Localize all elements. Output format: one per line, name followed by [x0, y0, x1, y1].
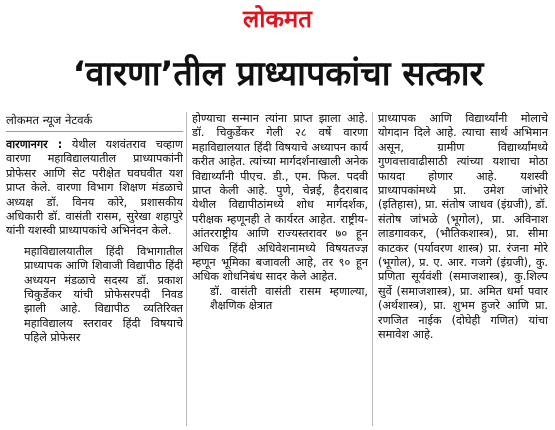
column-divider-2: [372, 112, 373, 426]
column-3-paragraph-1: प्राध्यापक आणि विद्यार्थ्यांनी मोलाचे योगदान दिले आहे. त्याचा सार्थ अभिमान असून, ग्रामीण विद्यार्थ्यांमध्ये गुणवत्तावाढीसाठी त्यांच्या यशाचा मोठा फायदा होणार आहे. यशस्वी प्राध्यापकांमध्ये प्रा. उमेश जांभोरे (इतिहास), प्रा. संतोष जाधव (इंग्रजी), डॉ. संतोष जांभळे (भूगोल), प्रा. अविनाश लाडगावकर, (भौतिकशास्त्र), प्रा. सीमा काटकर (पर्यावरण शास्त्र) प्रा. रंजना मोरे (भूगोल), प्र. ए. आर. गजगे (इंग्रजी), कु. प्रणिता सूर्यवंशी (समाजशास्त्र), कु.शिल्प सुर्वे (समाजशास्त्र), प्रा. अमित धर्मा पवार (अर्थशास्त्र), प्रा. शुभम हुजरे आणि प्रा. रणजित नाईक (दोघेही गणित) यांचा समावेश आहे.: [378, 112, 548, 342]
column-1-paragraph-1-text: येथील यशवंतराव चव्हाण वारणा महाविद्यालयातील प्राध्यापकांनी प्रोफेसर आणि सेट परीक्षेत घवघवीत यश प्राप्त केले. वारणा विभाग शिक्षण मंडळाचे अध्यक्ष डॉ. विनय कोरे, प्रशासकीय अधिकारी डॉ. वासंती रासम, सुरेखा शहापुरे यांनी यशस्वी प्राध्यापकांचे अभिनंदन केले.: [6, 138, 183, 238]
article-column-3: [378, 112, 548, 428]
lokmat-logo: लोकमत: [243, 5, 312, 33]
article-byline: लोकमत न्यूज नेटवर्क: [6, 112, 183, 132]
article-dateline: वारणानगर :: [6, 138, 63, 151]
article-column-2: [192, 112, 368, 428]
column-2-paragraph-1: होण्याचा सन्मान त्यांना प्राप्त झाला आहे. डॉ. चिकुर्डेकर गेली २८ वर्षे वारणा महाविद्यालयात हिंदी विषयाचे अध्यापन कार्य करीत आहेत. त्यांच्या मार्गदर्शनाखाली अनेक विद्यार्थ्यांनी पीएच. डी., एम. फिल. पदवी प्राप्त केली आहे. पुणे, चेन्नई, हैदराबाद येथील विद्यापीठांमध्ये शोध मार्गदर्शक, परीक्षक म्हणूनही ते कार्यरत आहेत. राष्ट्रीय-आंतरराष्ट्रीय आणि राज्यस्तरावर ७० हून अधिक हिंदी अधिवेशनामध्ये विषयतज्ज्ञ म्हणून भूमिका बजावली आहे, तर ९० हून अधिक शोधनिबंध सादर केले आहेत.: [192, 112, 368, 284]
article-column-1: [6, 112, 183, 428]
column-2-paragraph-2: डॉ. वासंती वासंती रासम म्हणाल्या, शैक्षणिक क्षेत्रात: [210, 284, 368, 313]
column-1-paragraph-2: महाविद्यालयातील हिंदी विभागातील प्राध्यापक आणि शिवाजी विद्यापीठ हिंदी अध्ययन मंडळाचे सदस्य डॉ. प्रकाश चिकुर्डेकर यांची प्रोफेसरपदी निवड झाली आहे. विद्यापीठ व्यतिरिक्त महाविद्यालय स्तरावर हिंदी विषयाचे पहिले प्रोफेसर: [24, 244, 183, 345]
column-1-paragraph-1: [6, 138, 183, 239]
masthead: [0, 4, 555, 38]
article-headline: ‘वारणा’तील प्राध्यापकांचा सत्कार: [72, 54, 484, 94]
column-divider-1: [186, 112, 187, 426]
